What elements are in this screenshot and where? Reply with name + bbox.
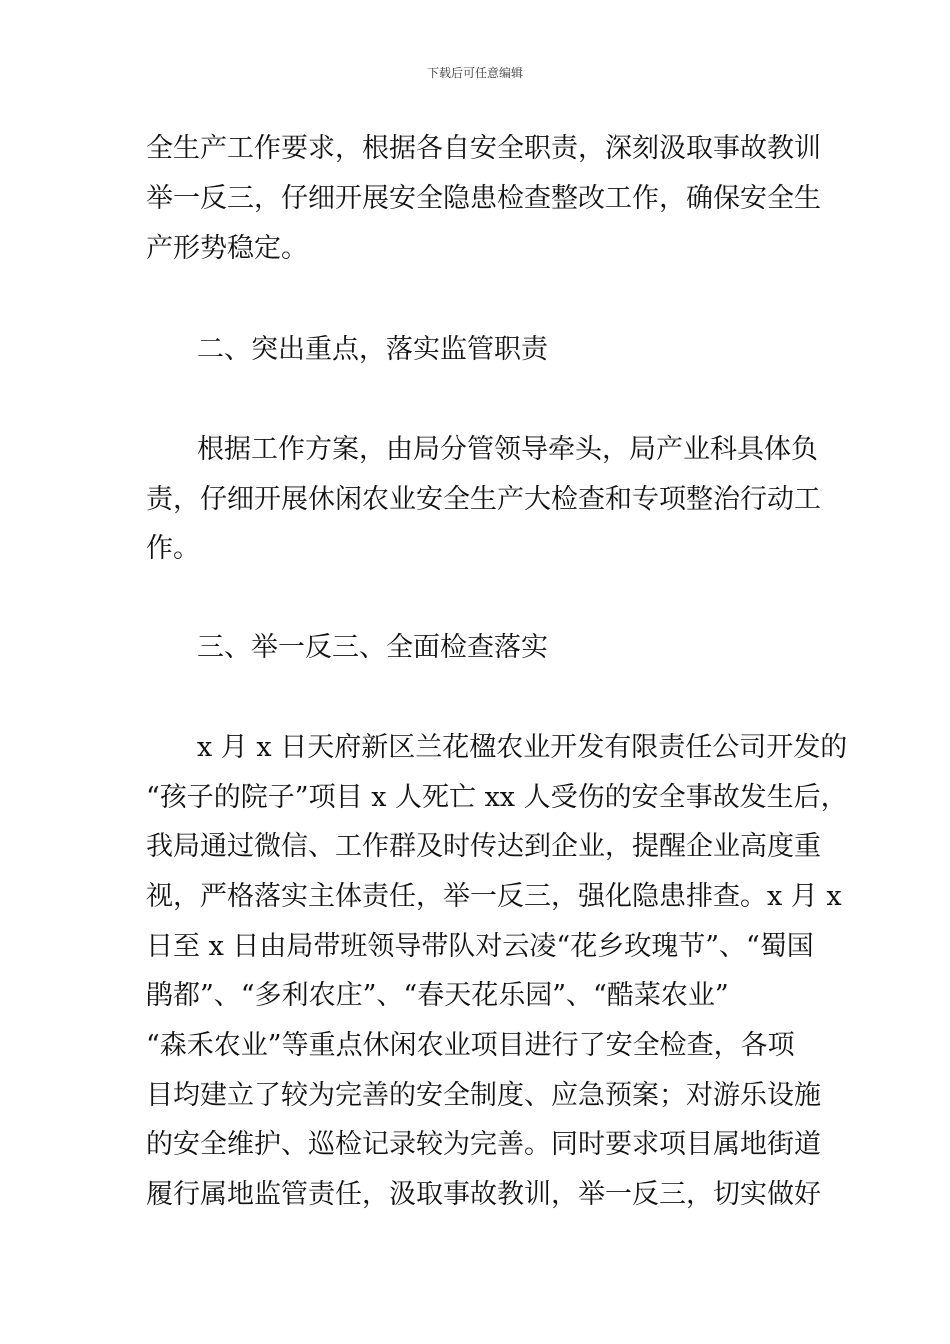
body-line: 我局通过微信、工作群及时传达到企业，提醒企业高度重 [146, 831, 821, 862]
body-line: 根据工作方案，由局分管领导牵头，局产业科具体负 [197, 434, 818, 465]
body-line: 视，严格落实主体责任，举一反三，强化隐患排查。x 月 x [146, 881, 842, 912]
body-line: 目均建立了较为完善的安全制度、应急预案；对游乐设施 [146, 1080, 821, 1111]
section-heading: 二、突出重点，落实监管职责 [197, 334, 548, 365]
section-heading: 三、举一反三、全面检查落实 [197, 632, 548, 663]
body-line: “孩子的院子”项目 x 人死亡 xx 人受伤的安全事故发生后， [146, 782, 848, 813]
body-line: 责，仔细开展休闲农业安全生产大检查和专项整治行动工 [146, 484, 821, 515]
body-line: 全生产工作要求，根据各自安全职责，深刻汲取事故教训 [146, 133, 821, 164]
page-header: 下载后可任意编辑 [426, 66, 523, 80]
body-line: 履行属地监管责任，汲取事故教训，举一反三，切实做好 [146, 1179, 821, 1210]
body-line: 日至 x 日由局带班领导带队对云凌“花乡玫瑰节”、“蜀国 [146, 931, 814, 962]
body-line: x 月 x 日天府新区兰花楹农业开发有限责任公司开发的 [197, 732, 848, 763]
body-line: 产形势稳定。 [146, 233, 308, 264]
body-line: 的安全维护、巡检记录较为完善。同时要求项目属地街道 [146, 1129, 821, 1160]
body-line: 鹃都”、“多利农庄”、“春天花乐园”、“酷菜农业” [146, 980, 729, 1011]
body-line: 举一反三，仔细开展安全隐患检查整改工作，确保安全生 [146, 183, 821, 214]
body-line: 作。 [146, 533, 200, 564]
body-line: “森禾农业”等重点休闲农业项目进行了安全检查，各项 [146, 1030, 795, 1061]
